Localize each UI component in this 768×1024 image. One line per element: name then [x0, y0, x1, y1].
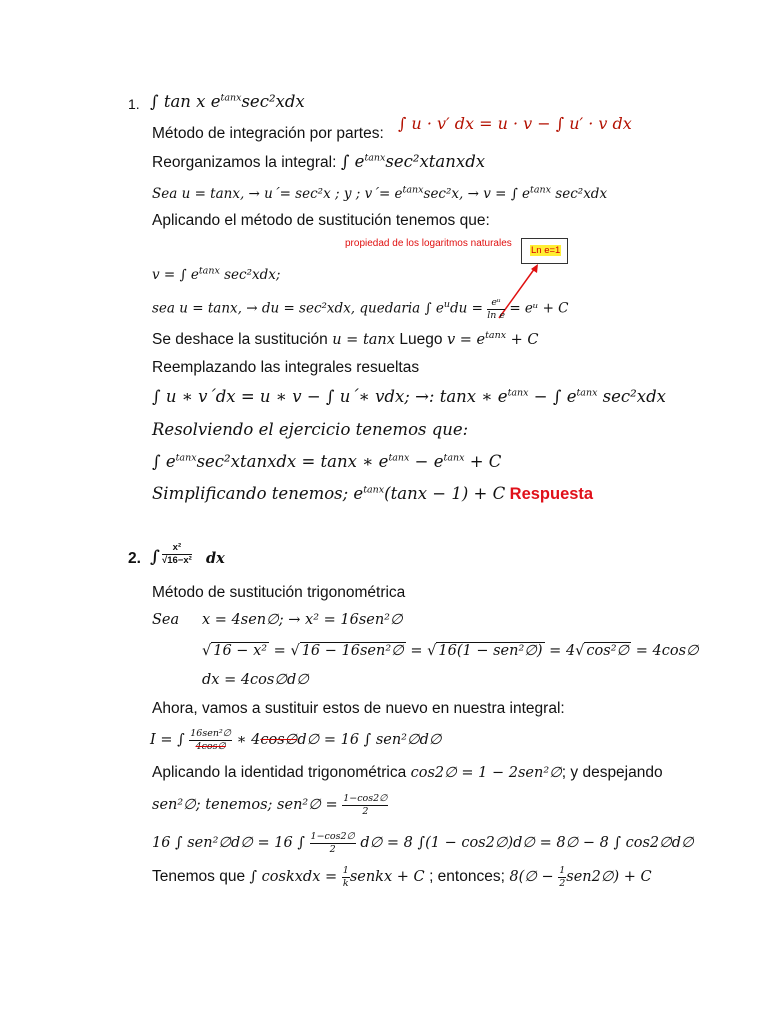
- result-line: ∫ $e^{tanx}\sec^2xtanxdx = \tan x$ ∗ $e^{tanx} - e^{tanx} + C$: [152, 452, 502, 471]
- dx-line: dx = 4cos∅d∅: [202, 672, 309, 688]
- expand-fraction: $\frac{1-\cos 2\emptyset}{2}$: [310, 831, 355, 855]
- reorganize-expr: ∫ $e^{tanx}\sec^2xtanxdx$: [340, 152, 486, 171]
- one-over-k-fraction: $\frac{1}{k}$: [342, 865, 349, 889]
- I-line: I = ∫ $\frac{\text{16sen²∅}}{4\cos\emptyset}$ ∗ 4cos∅d∅ = 16 ∫ sen²∅d∅: [150, 728, 442, 752]
- problem2-fraction: $\frac{\text{x²}}{\text{√16−x²}}$: [162, 542, 192, 566]
- replace-label: Reemplazando las integrales resueltas: [152, 359, 420, 376]
- applying-label: Aplicando el método de sustitución tenemos que:: [152, 212, 490, 229]
- one-half-fraction: $\frac{1}{2}$: [559, 865, 566, 889]
- property-note: propiedad de los logaritmos naturales: [345, 238, 512, 249]
- reorganize-line: [152, 152, 768, 172]
- problem1-number: 1.: [128, 96, 140, 112]
- substitution-line: sea u = tanx, → du = sec²xdx, quedaria ∫ $e^udu$ = $\frac{\text{eᵘ}}{\text{ln e}}$ = eᵘ + C: [152, 297, 569, 321]
- method-parts-label: Método de integración por partes:: [152, 125, 384, 142]
- sen-squared-line: sen²∅; tenemos; sen²∅ = $\frac{1-\cos 2\emptyset}{2}$: [152, 793, 388, 817]
- parts-formula: ∫ u · v′ dx = u · v − ∫ u′ · v dx: [398, 114, 632, 133]
- expand-line: 16 ∫ sen²∅d∅ = 16 ∫ $\frac{1-\cos 2\emptyset}{2}$ d∅ = 8 ∫(1 − cos2∅)d∅ = 8∅ − 8 ∫ cos2∅d∅: [152, 831, 694, 855]
- sea-x-line: Sea x = 4sen∅; → x² = 16sen²∅: [152, 612, 403, 628]
- trig-method-label: Método de sustitución trigonométrica: [152, 584, 406, 601]
- v-line: v = ∫ $e^{tanx}$ sec²xdx;: [152, 265, 281, 283]
- answer-label: Respuesta: [509, 485, 594, 503]
- sea-u-line: Sea u = tanx, → u´= sec²x ; y ; v´= $e^{tanx}\sec^2x$, → v = ∫ $e^{tanx}$ sec²xdx: [152, 184, 608, 202]
- identity-line: Aplicando la identidad trigonométrica cos2∅ = 1 − 2sen²∅; y despejando: [152, 764, 663, 781]
- problem2-number: 2.: [128, 550, 141, 567]
- reorganize-label: Reorganizamos la integral:: [152, 154, 337, 171]
- ln-e-note: Ln e=1: [531, 245, 561, 256]
- eu-over-lne-fraction: $\frac{\text{eᵘ}}{\text{ln e}}$: [487, 297, 506, 321]
- sen-fraction: $\frac{1-\cos 2\emptyset}{2}$: [343, 793, 388, 817]
- undo-line: Se deshace la sustitución u = tanx Luego $v = e^{tanx} + C$: [152, 330, 539, 348]
- now-label: Ahora, vamos a sustituir estos de nuevo en nuestra integral:: [152, 700, 565, 717]
- simplify-line: Simplificando tenemos; $e^{tanx}(\tan x - 1) + C$ Respuesta: [152, 484, 594, 503]
- ln-e-note-box: [521, 238, 568, 264]
- parts-result-line: ∫ u ∗ v´dx = u ∗ v − ∫ u´∗ vdx; →: tanx ∗ $e^{tanx}$ − ∫ $e^{tanx}$ sec²xdx: [152, 387, 666, 406]
- tenemos-line: Tenemos que ∫ coskxdx = $\frac{1}{k}$ senkx + C ; entonces; 8(∅ − $\frac{1}{2}$ sen2∅) + C: [152, 865, 652, 889]
- resolving-label: Resolviendo el ejercicio tenemos que:: [152, 420, 469, 439]
- sqrt-line: √ 16 − x² = √ 16 − 16sen²∅ = √ 16(1 − sen²∅) = 4√ cos²∅ = 4cos∅: [202, 643, 699, 659]
- I-fraction: $\frac{\text{16sen²∅}}{4\cos\emptyset}$: [190, 728, 232, 752]
- problem1-integral: ∫ tan x $e^{tanx}\sec^2xdx$: [150, 92, 305, 111]
